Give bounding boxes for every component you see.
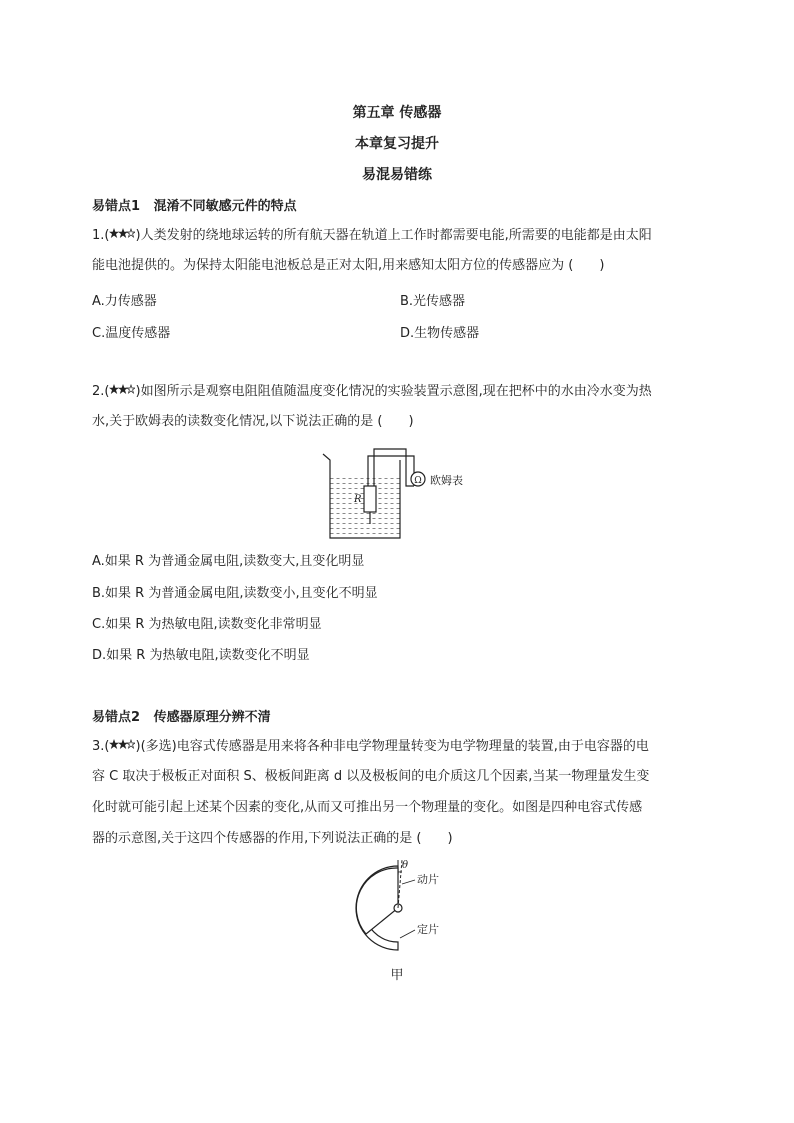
q2-line1 — [92, 382, 652, 402]
subtitle: 本章复习提升 — [355, 136, 439, 152]
section-title: 易混易错练 — [362, 167, 432, 183]
ohmmeter-label: 欧姆表 — [430, 474, 463, 487]
q1-line2: 能电池提供的。为保持太阳能电池板总是正对太阳,用来感知太阳方位的传感器应为 ( ) — [92, 258, 605, 273]
difficulty-stars-icon — [109, 227, 135, 241]
question-text: 如图所示是观察电阻阻值随温度变化情况的实验装置示意图,现在把杯中的水由冷水变为热 — [140, 384, 652, 399]
resistor — [364, 486, 376, 512]
q3-figure-jia — [340, 858, 470, 954]
error-point-label: 易错点1 — [92, 199, 141, 214]
q3-line1 — [92, 737, 649, 757]
difficulty-stars-icon — [109, 383, 135, 397]
error-point-1 — [92, 195, 297, 214]
difficulty-stars-icon — [109, 738, 135, 752]
q1-option-c[interactable]: C.温度传感器 — [92, 326, 171, 341]
ohmmeter-symbol: Ω — [414, 476, 422, 486]
q1-line1 — [92, 226, 652, 246]
q1-option-b[interactable]: B.光传感器 — [400, 294, 466, 309]
question-text: 电容式传感器是用来将各种非电学物理量转变为电学物理量的装置,由于电容器的电 — [176, 739, 649, 754]
question-number: 3.( — [92, 739, 110, 754]
question-number: 1.( — [92, 228, 110, 243]
q1-option-d[interactable]: D.生物传感器 — [400, 326, 480, 341]
moving-plate — [356, 868, 398, 934]
error-point-title: 混淆不同敏感元件的特点 — [153, 199, 297, 214]
question-text: 人类发射的绕地球运转的所有航天器在轨道上工作时都需要电能,所需要的电能都是由太阳 — [140, 228, 652, 243]
q2-figure — [318, 446, 488, 542]
q2-option-c[interactable]: C.如果 R 为热敏电阻,读数变化非常明显 — [92, 617, 322, 632]
question-number: 2.( — [92, 384, 110, 399]
figure-caption: 甲 — [390, 968, 404, 983]
q3-line2: 容 C 取决于极板正对面积 S、极板间距离 d 以及极板间的电介质这几个因素,当某一物理量发生变 — [92, 769, 650, 784]
moving-plate-label: 动片 — [417, 873, 439, 886]
error-point-title: 传感器原理分辨不清 — [153, 710, 271, 725]
multi-select-tag: (多选) — [140, 739, 177, 754]
angle-label: θ — [402, 860, 409, 871]
q3-line4: 器的示意图,关于这四个传感器的作用,下列说法正确的是 ( ) — [92, 831, 453, 846]
resistor-label: R — [354, 494, 362, 505]
q2-option-b[interactable]: B.如果 R 为普通金属电阻,读数变小,且变化不明显 — [92, 586, 378, 601]
error-point-label: 易错点2 — [92, 710, 141, 725]
q1-option-a[interactable]: A.力传感器 — [92, 294, 157, 309]
q3-line3: 化时就可能引起上述某个因素的变化,从而又可推出另一个物理量的变化。如图是四种电容式传感 — [92, 800, 643, 815]
question-bracket: ) — [135, 384, 141, 399]
fixed-plate-label: 定片 — [417, 923, 439, 936]
q2-option-a[interactable]: A.如果 R 为普通金属电阻,读数变大,且变化明显 — [92, 554, 365, 569]
chapter-title: 第五章 传感器 — [352, 105, 442, 121]
q2-line2: 水,关于欧姆表的读数变化情况,以下说法正确的是 ( ) — [92, 414, 414, 429]
error-point-2 — [92, 706, 271, 725]
question-bracket: ) — [135, 739, 141, 754]
q2-option-d[interactable]: D.如果 R 为热敏电阻,读数变化不明显 — [92, 648, 310, 663]
question-bracket: ) — [135, 228, 141, 243]
